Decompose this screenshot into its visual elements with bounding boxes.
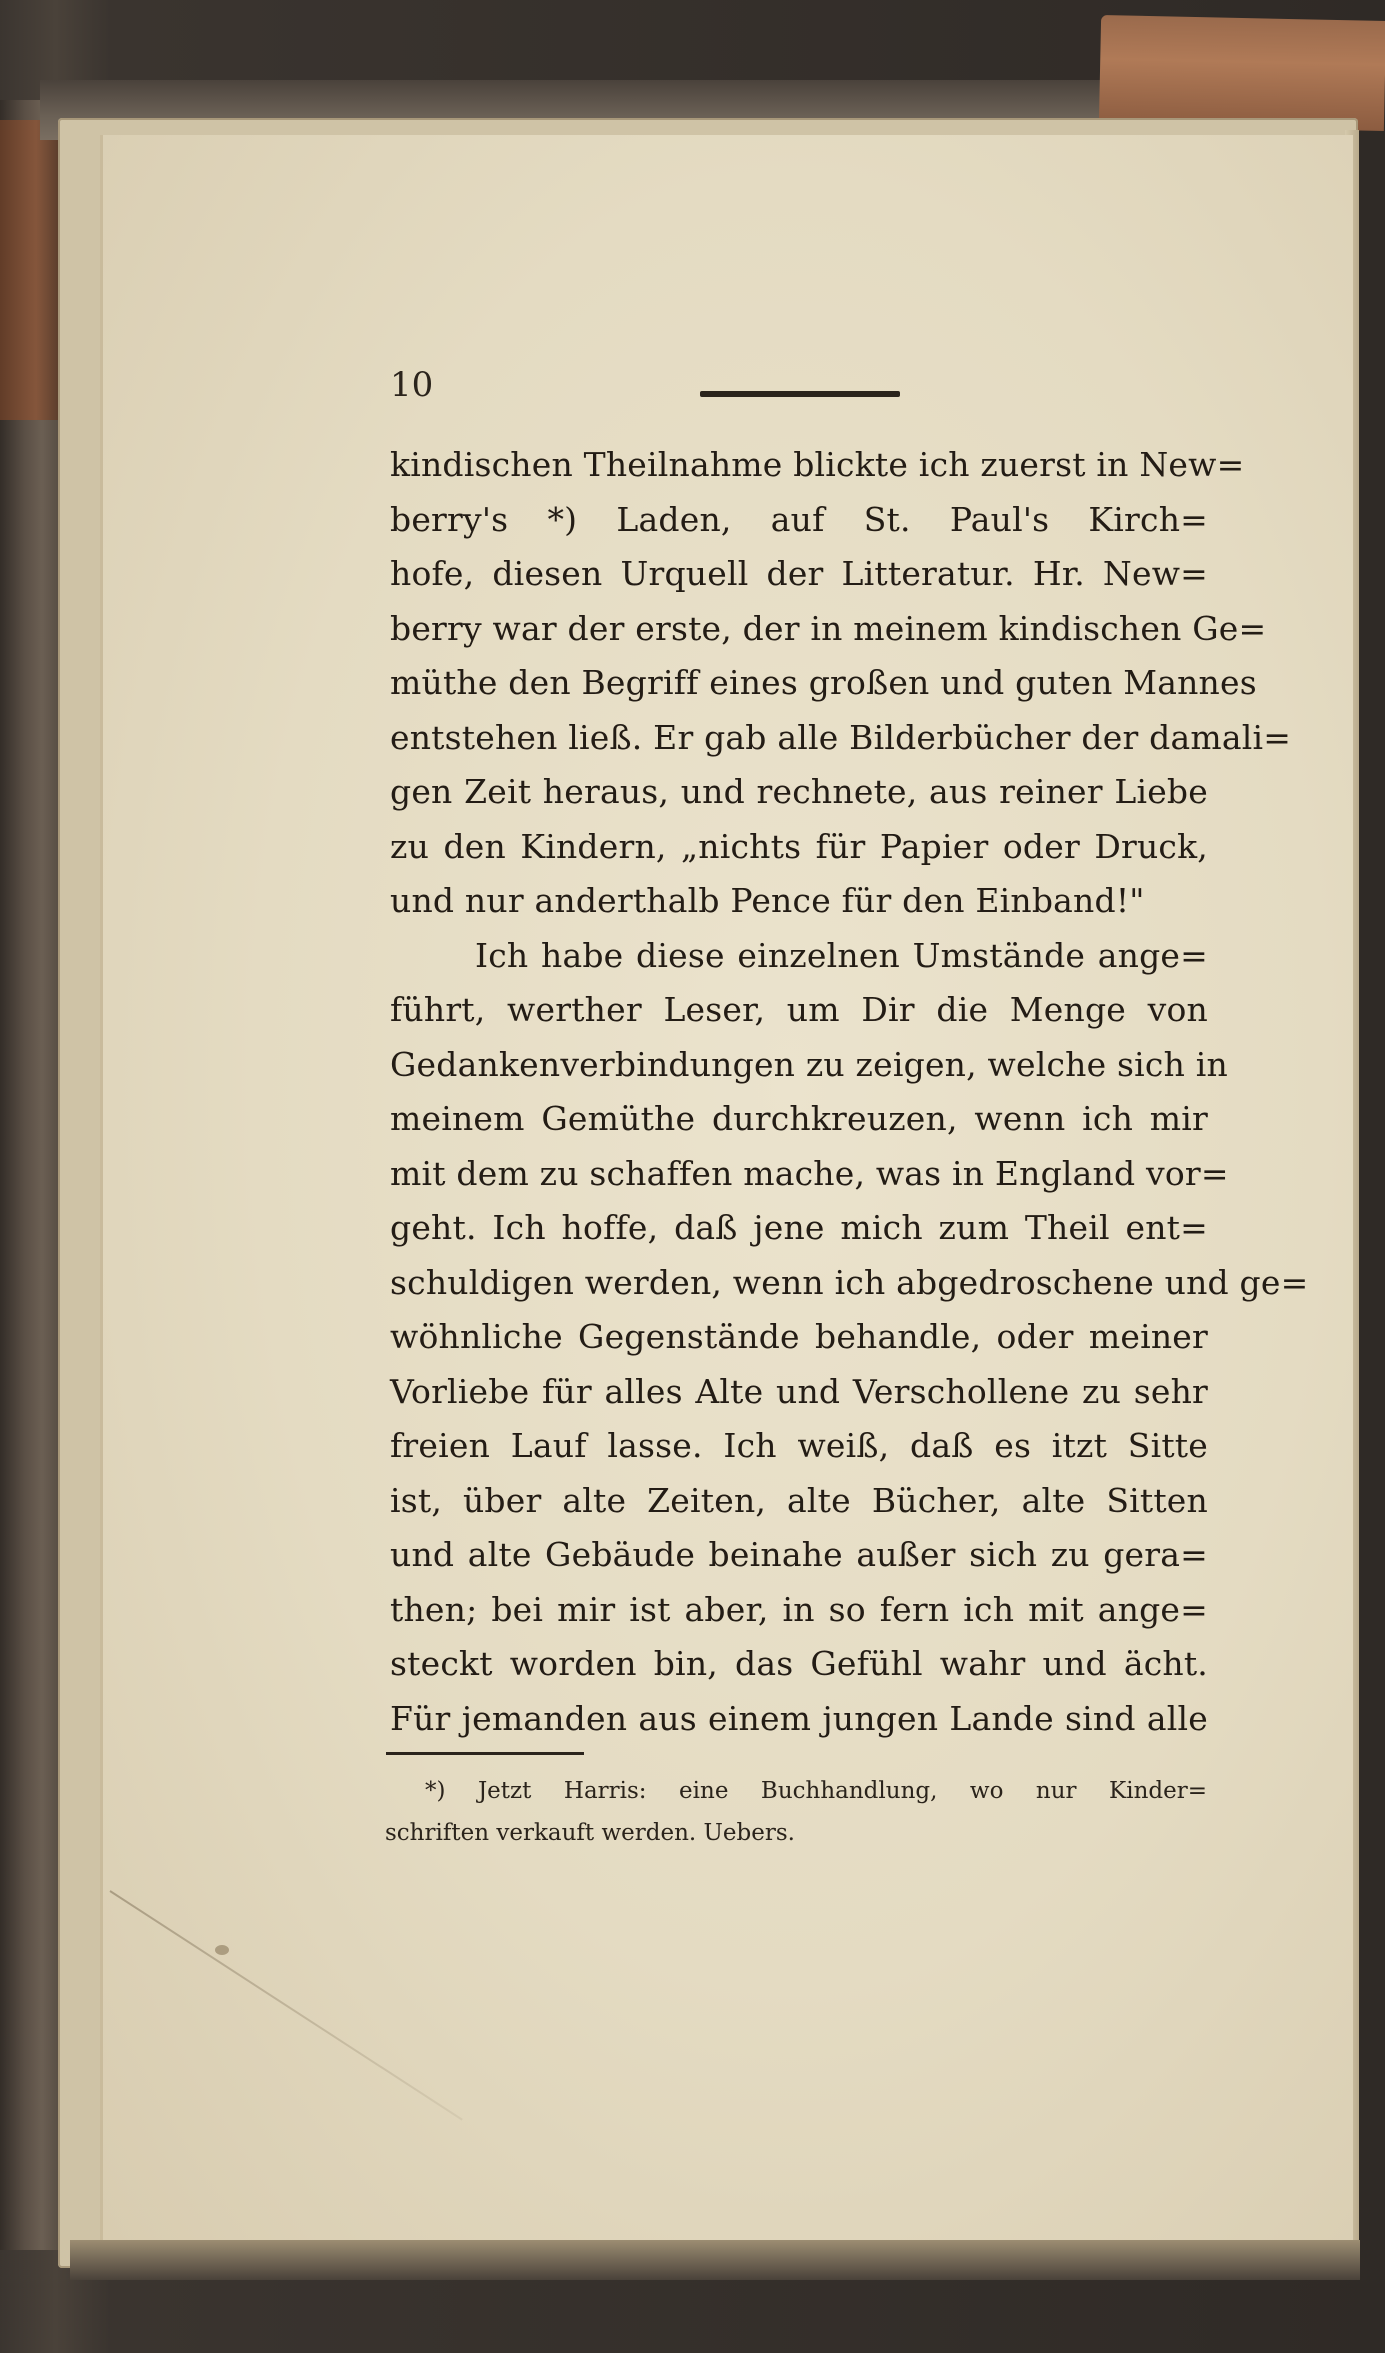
text-line: schuldigen werden, wenn ich abgedroschene und ge= [390, 1262, 1309, 1302]
text-line: berry war der erste, der in meinem kindischen Ge= [390, 608, 1267, 648]
text-line: gen Zeit heraus, und rechnete, aus reiner Liebe [390, 772, 1208, 811]
text-line: müthe den Begriff eines großen und guten Mannes [390, 663, 1257, 702]
header-rule [700, 391, 900, 397]
footnote-line: schriften verkauft werden. Uebers. [385, 1820, 795, 1846]
page-header [390, 365, 1210, 415]
cover-leather-corner [0, 120, 60, 420]
footnote-rule [386, 1752, 584, 1755]
page-stain [215, 1945, 229, 1955]
text-line: Für jemanden aus einem jungen Lande sind alle [390, 1698, 1208, 1738]
page-number: 10 [390, 365, 434, 405]
text-line: mit dem zu schaffen mache, was in England vor= [390, 1153, 1229, 1193]
spine-leather-tab [1099, 15, 1385, 131]
text-line: Gedankenverbindungen zu zeigen, welche sich in [390, 1044, 1228, 1084]
paragraph-start-line: Ich habe diese einzelnen Umstände ange= [475, 935, 1208, 975]
text-line: und nur anderthalb Pence für den Einband!" [390, 881, 1145, 920]
body-text [390, 438, 1309, 1746]
text-line: freien Lauf lasse. Ich weiß, daß es itzt Sitte [390, 1426, 1208, 1465]
text-line: steckt worden bin, das Gefühl wahr und ächt. [390, 1644, 1208, 1683]
text-line: führt, werther Leser, um Dir die Menge von [390, 990, 1208, 1029]
text-line: then; bei mir ist aber, in so fern ich mit ange= [390, 1589, 1208, 1629]
text-line: kindischen Theilnahme blickte ich zuerst in New= [390, 445, 1245, 484]
footnotes [385, 1770, 1207, 1854]
text-line: hofe, diesen Urquell der Litteratur. Hr. New= [390, 554, 1208, 593]
text-line: geht. Ich hoffe, daß jene mich zum Theil ent= [390, 1208, 1208, 1247]
footnote-line: *) Jetzt Harris: eine Buchhandlung, wo nur Kinder= [425, 1778, 1207, 1804]
text-line: meinem Gemüthe durchkreuzen, wenn ich mir [390, 1099, 1208, 1138]
text-line: ist, über alte Zeiten, alte Bücher, alte Sitten [390, 1480, 1208, 1520]
page-bottom-shadow [70, 2240, 1360, 2280]
text-line: entstehen ließ. Er gab alle Bilderbücher der damali= [390, 717, 1292, 757]
text-line: wöhnliche Gegenstände behandle, oder meiner [390, 1317, 1208, 1356]
text-line: zu den Kindern, „nichts für Papier oder Druck, [390, 826, 1208, 866]
text-line: berry's *) Laden, auf St. Paul's Kirch= [390, 499, 1208, 539]
text-line: Vorliebe für alles Alte und Verschollene zu sehr [390, 1371, 1208, 1411]
text-line: und alte Gebäude beinahe außer sich zu gera= [390, 1535, 1208, 1574]
